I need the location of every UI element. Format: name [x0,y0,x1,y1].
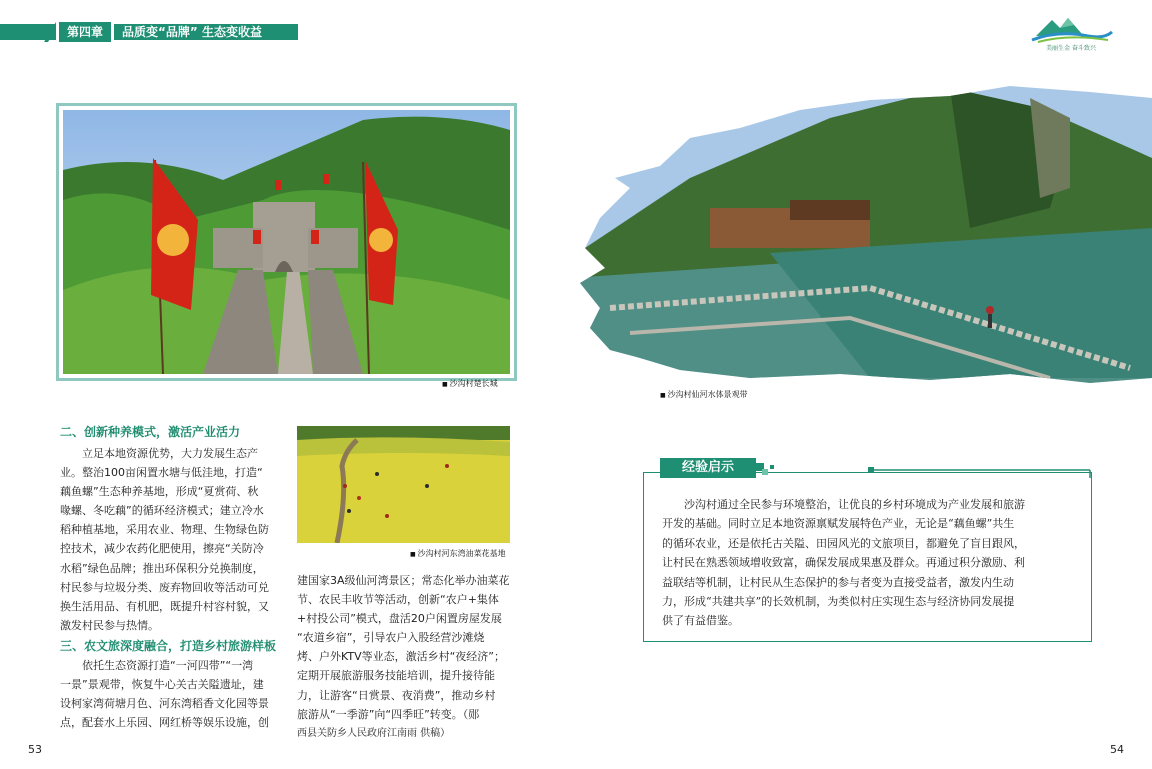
text-line: 益联结等机制，让村民从生态保护的参与者变为直接受益者，激发内生动 [662,575,1014,589]
text-line: 喙螺、冬吃藕”的循环经济模式；建立冷水 [60,504,264,518]
page-number-right: 54 [1110,743,1124,756]
text-line: 藕鱼螺”生态种养基地，形成“夏赏荷、秋 [60,485,259,499]
text-line: 定期开展旅游服务技能培训，提升接待能 [297,669,495,683]
great-wall-photo [63,110,510,374]
section3-body [60,656,274,732]
text-line: 西县关防乡人民政府江南雨 供稿） [297,727,451,739]
text-line: 一景”景观带，恢复牛心关古关隘遗址，建 [60,678,264,692]
text-line: 依托生态资源打造“一河四带”“一湾 [82,659,254,672]
text-line: 稻种植基地，采用农业、物理、生物绿色防 [60,523,269,537]
photo-frame [56,103,517,381]
photo1-caption: ■ 沙沟村楚长城 [442,378,498,389]
text-line: 设柯家湾荷塘月色、河东湾稻香文化园等景 [60,697,269,711]
section2-heading: 二、创新种养模式，激活产业活力 [60,425,241,439]
text-line: 供了有益借鉴。 [662,614,739,628]
text-line: 烤、户外KTV等业态，激活乡村“夜经济”； [297,650,505,664]
text-line: 开发的基础。同时立足本地资源禀赋发展特色产业，无论是“藕鱼螺”共生 [662,517,1015,531]
text-line: “农道乡宿”，引导农户入股经营沙滩烧 [297,631,485,645]
text-line: 让村民在熟悉领域增收致富，确保发展成果惠及群众。再通过积分激励、利 [662,556,1025,570]
text-line: 立足本地资源优势，大力发展生态产 [82,447,258,460]
column2-body [297,571,511,743]
box-top-line [868,464,1096,478]
logo-text: 美丽生金 奋斗致兴 [1046,45,1096,52]
photo2-caption: ■ 沙沟村河东湾油菜花基地 [410,548,506,559]
text-line: 控技术，减少农药化肥使用，擦亮“关防冷 [60,542,264,556]
text-line: 力，形成“共建共享”的长效机制，为类似村庄实现生态与经济协同发展提 [662,595,1015,609]
text-line: +村投公司”模式，盘活20户闲置房屋发展 [297,612,502,626]
text-line: 换生活用品、有机肥，既提升村容村貌，又 [60,599,269,613]
text-line: 的循环农业，还是依托古关隘、田园风光的文旅项目，都避免了盲目跟风， [662,536,1025,550]
river-caption: ■ 沙沟村仙河水体景观带 [660,389,748,400]
chapter-label: 第四章 [56,22,114,42]
text-line: 点，配套水上乐园、网红桥等娱乐设施，创 [60,716,269,730]
page-number-left: 53 [28,743,42,756]
river-photo [570,78,1152,388]
title-squares-icon [756,461,778,477]
text-line: 旅游从“一季游”向“四季旺”转变。（郧 [297,707,480,721]
text-line: 村民参与垃圾分类、废弃物回收等活动可兑 [60,580,269,594]
rapeseed-photo [297,426,510,543]
text-line: 力，让游客“日赏景、夜消费”，推动乡村 [297,688,496,702]
text-line: 节、农民丰收节等活动，创新“农户+集体 [297,593,499,607]
section2-body [60,444,274,635]
text-line: 激发村民参与热情。 [60,618,159,632]
section3-heading: 三、农文旅深度融合，打造乡村旅游样板 [60,639,277,653]
logo [1028,12,1114,52]
experience-title: 经验启示 [660,458,756,478]
text-line: 沙沟村通过全民参与环境整治，让优良的乡村环境成为产业发展和旅游 [684,498,1025,511]
experience-text [662,495,1074,631]
text-line: 水稻”绿色品牌；推出环保积分兑换制度， [60,561,264,575]
text-line: 建国家3A级仙河湾景区；常态化举办油菜花 [297,574,510,587]
text-line: 业。整治100亩闲置水塘与低洼地，打造“ [60,466,263,480]
chapter-title: 品质变“品牌” 生态变收益 [122,25,262,39]
